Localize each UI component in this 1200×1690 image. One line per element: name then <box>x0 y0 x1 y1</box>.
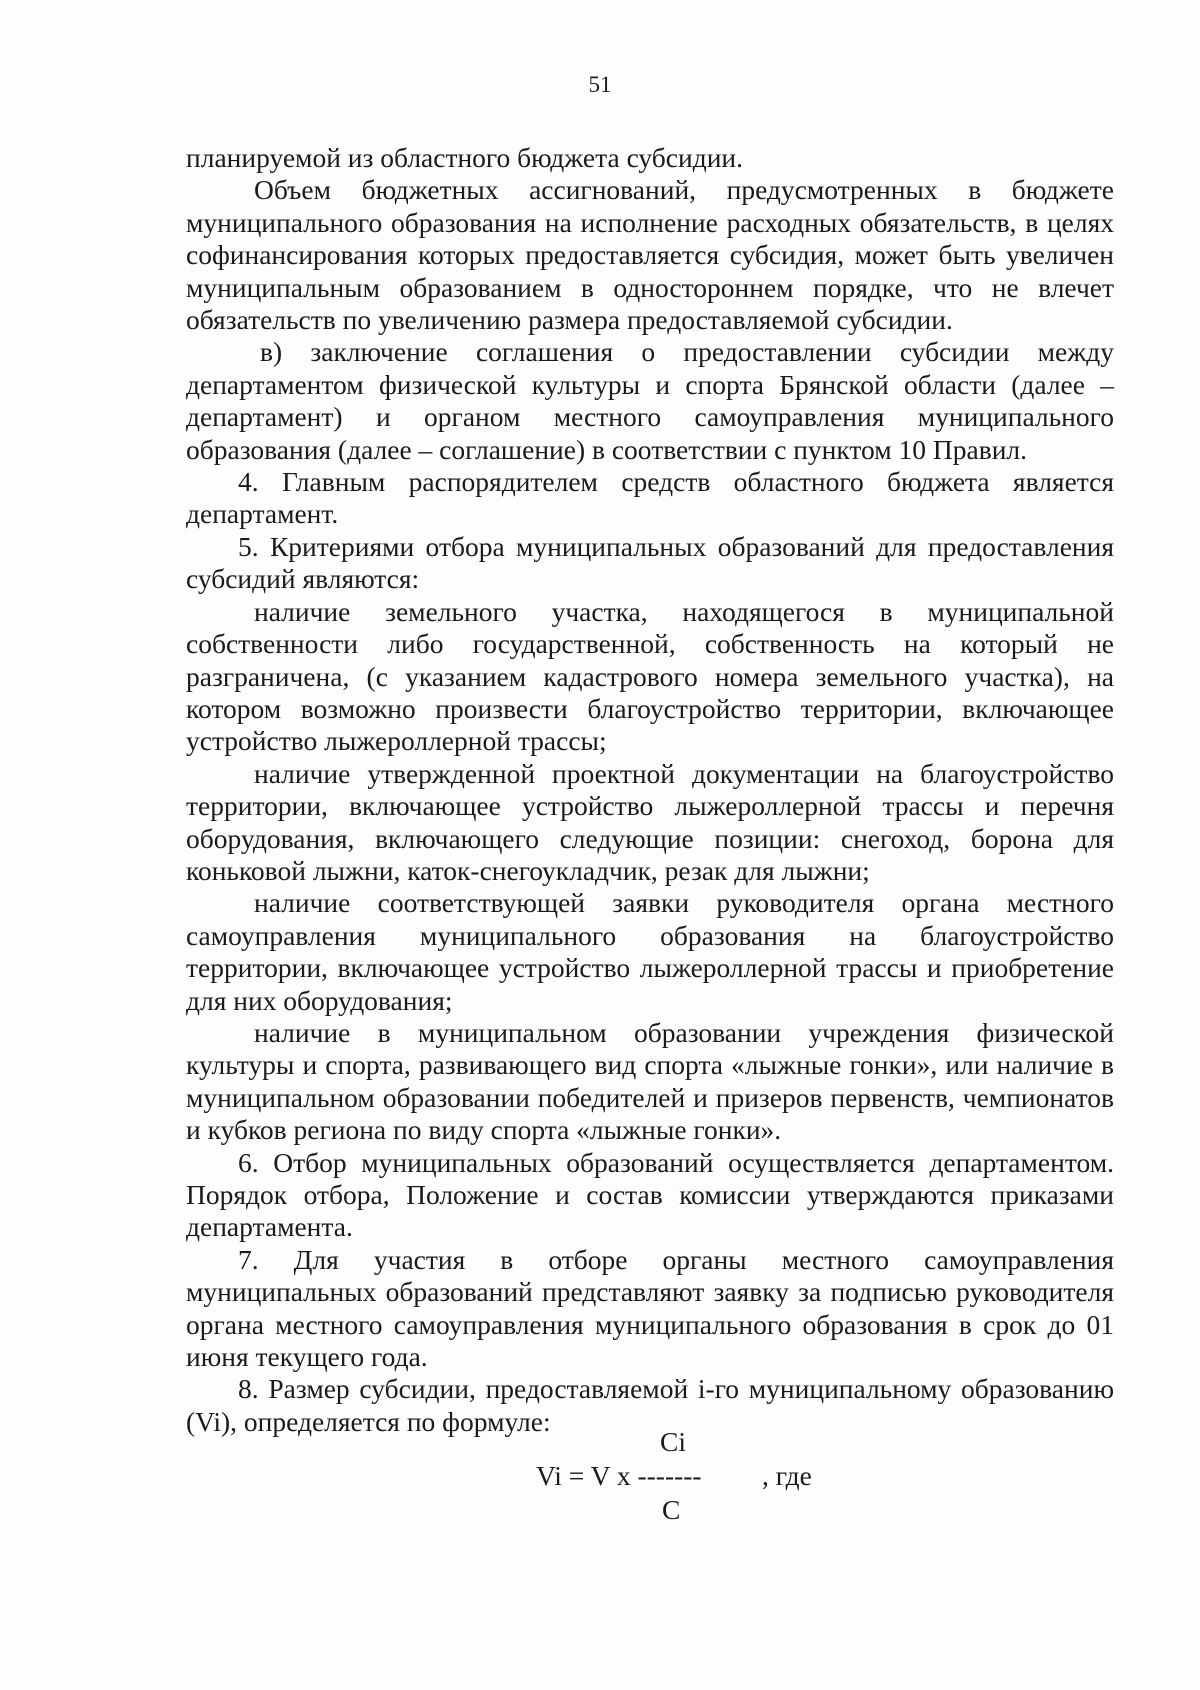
paragraph-item-6: 6. Отбор муниципальных образований осуществляется департаментом. Порядок отбора, Положение и состав комиссии утверждаются приказами департамента. <box>186 1146 1114 1243</box>
paragraph-agreement: в) заключение соглашения о предоставлении субсидии между департаментом физической культуры и спорта Брянской области (далее – департамент) и органом местного самоуправления муниципального образования (далее – соглашение) в соответствии с пунктом 10 Правил. <box>186 336 1114 465</box>
page-number: 51 <box>588 72 612 97</box>
paragraph-item-8: 8. Размер субсидии, предоставляемой i-го муниципальному образованию (Vi), определяется по формуле: <box>186 1373 1114 1437</box>
paragraph-budget-allocations: Объем бюджетных ассигнований, предусмотренных в бюджете муниципального образования на исполнение расходных обязательств, в целях софинансирования которых предоставляется субсидия, может быть увеличен муниципальным образованием в одностороннем порядке, что не влечет обязательств по увеличению размера предоставляемой субсидии. <box>186 174 1114 336</box>
subsidy-formula <box>0 1426 1200 1546</box>
formula-main: Vi = V x ------- <box>536 1460 702 1491</box>
paragraph-item-5: 5. Критериями отбора муниципальных образований для предоставления субсидий являются: <box>186 530 1114 595</box>
paragraph-criterion-application: наличие соответствующей заявки руководителя органа местного самоуправления муниципального образования на благоустройство территории, включающее устройство лыжероллерной трассы и приобретение для них оборудования; <box>186 887 1114 1016</box>
paragraph-item-7: 7. Для участия в отборе органы местного самоуправления муниципальных образований представляют заявку за подписью руководителя органа местного самоуправления муниципального образования в срок до 01 июня текущего года. <box>186 1243 1114 1373</box>
formula-denominator: C <box>662 1494 681 1525</box>
paragraph-item-4: 4. Главным распорядителем средств областного бюджета является департамент. <box>186 466 1114 530</box>
paragraph-continuation: планируемой из областного бюджета субсидии. <box>186 142 744 173</box>
paragraph-criterion-documentation: наличие утвержденной проектной документации на благоустройство территории, включающее устройство лыжероллерной трассы и перечня оборудования, включающего следующие позиции: снегоход, борона для коньковой лыжни, каток-снегоукладчик, резак для лыжни; <box>186 757 1114 886</box>
document-body <box>186 142 1114 1438</box>
paragraph-criterion-institution: наличие в муниципальном образовании учреждения физической культуры и спорта, развивающего вид спорта «лыжные гонки», или наличие в муниципальном образовании победителей и призеров первенств, чемпионатов и кубков региона по виду спорта «лыжные гонки». <box>186 1016 1114 1146</box>
formula-numerator: Ci <box>660 1426 686 1457</box>
formula-suffix: , где <box>762 1460 812 1491</box>
paragraph-criterion-land: наличие земельного участка, находящегося в муниципальной собственности либо государственной, собственность на который не разграничена, (с указанием кадастрового номера земельного участка), на котором возможно произвести благоустройство территории, включающее устройство лыжероллерной трассы; <box>186 595 1114 757</box>
